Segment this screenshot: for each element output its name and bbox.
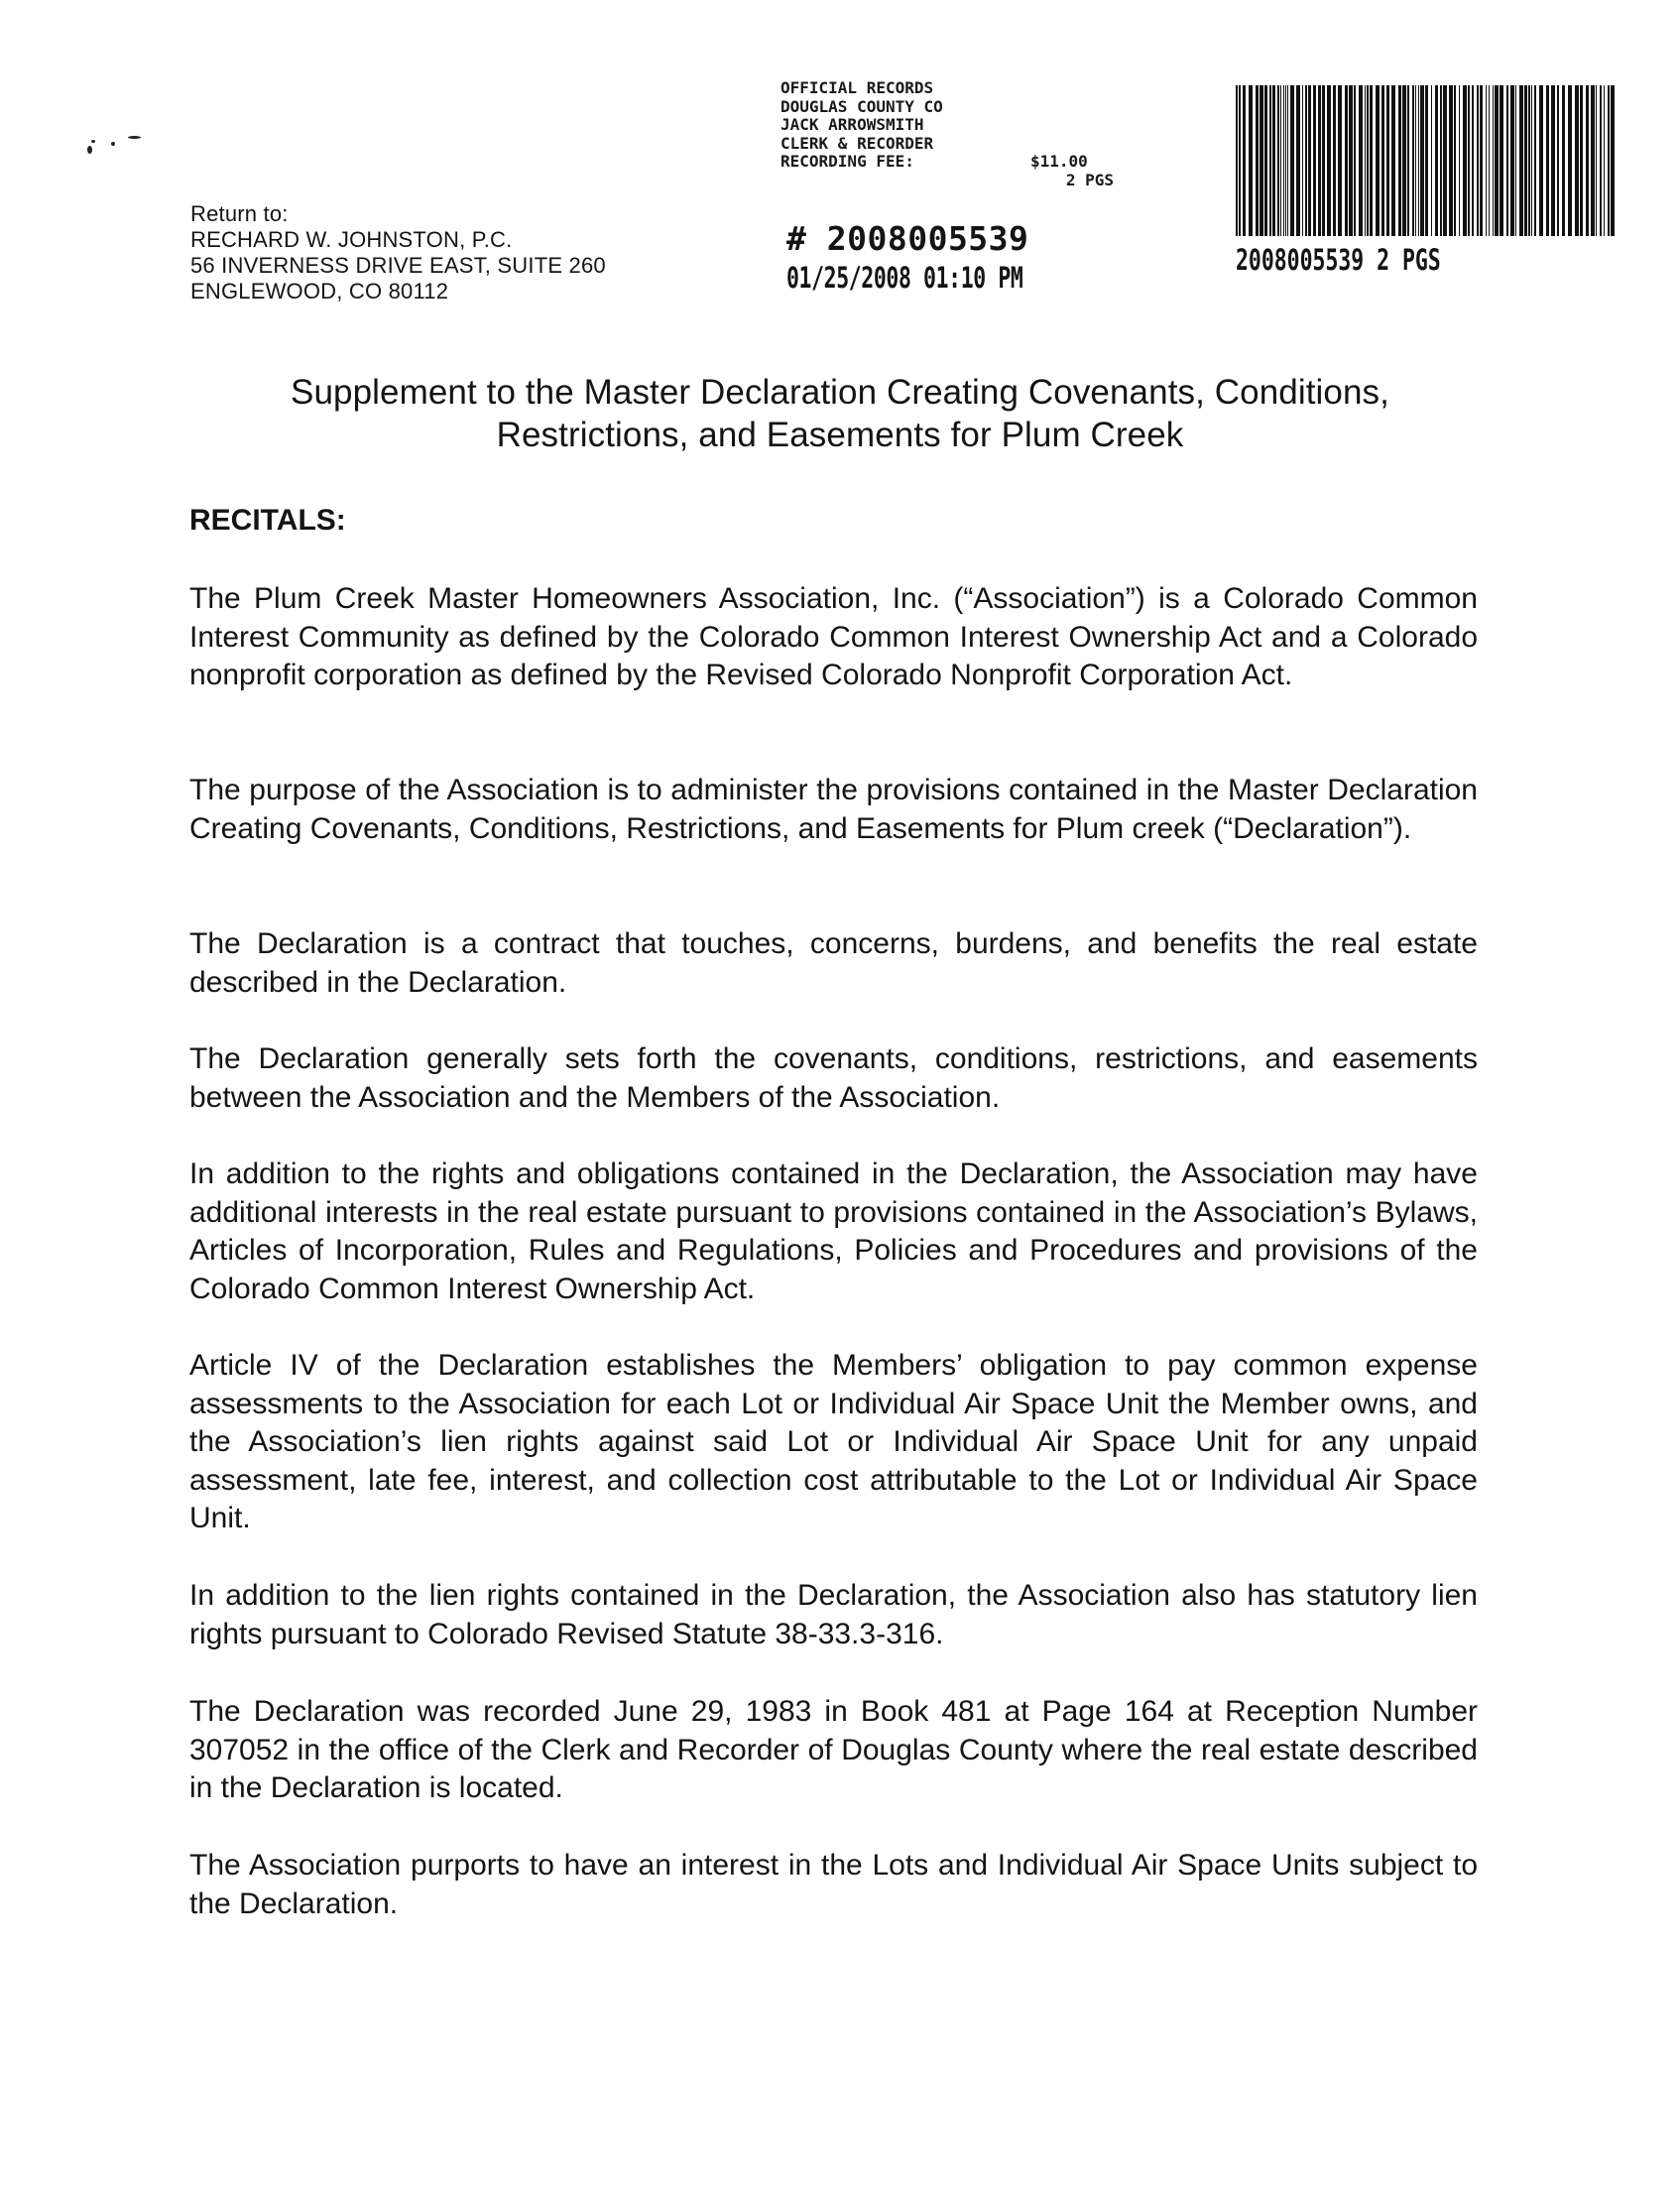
barcode xyxy=(1236,85,1617,236)
stamp-line: DOUGLAS COUNTY CO xyxy=(780,96,943,116)
official-records-stamp xyxy=(780,79,1128,189)
barcode-bar xyxy=(1425,85,1428,236)
barcode-bar xyxy=(1562,85,1565,236)
barcode-bar xyxy=(1596,85,1597,236)
barcode-bar xyxy=(1495,85,1499,236)
barcode-bar xyxy=(1575,85,1579,236)
barcode-bar xyxy=(1243,85,1246,236)
barcode-bar xyxy=(1256,85,1259,236)
barcode-bar xyxy=(1463,85,1467,236)
barcode-bar xyxy=(1611,85,1615,236)
barcode-bar xyxy=(1277,85,1279,236)
barcode-bar xyxy=(1449,85,1453,236)
barcode-bar xyxy=(1318,85,1321,236)
recording-fee-row xyxy=(780,153,1128,172)
barcode-bar xyxy=(1546,85,1549,236)
barcode-bar xyxy=(1376,85,1380,236)
recital-paragraph: The Association purports to have an interest in the Lots and Individual Air Space Units subject to the Declaration. xyxy=(189,1849,1478,1920)
return-address-line: RECHARD W. JOHNSTON, P.C. xyxy=(190,227,513,252)
reception-number: # 2008005539 xyxy=(786,219,1029,258)
barcode-bar xyxy=(1338,85,1342,236)
barcode-bar xyxy=(1435,85,1438,236)
barcode-bar xyxy=(1420,85,1424,236)
barcode-bar xyxy=(1480,85,1483,236)
title-line: Supplement to the Master Declaration Creating Covenants, Conditions, xyxy=(291,373,1389,412)
barcode-bar xyxy=(1322,85,1325,236)
barcode-bar xyxy=(1249,85,1253,236)
barcode-bar xyxy=(1296,85,1300,236)
barcode-bar xyxy=(1440,85,1442,236)
barcode-bar xyxy=(1391,85,1395,236)
recital-paragraph: The Declaration was recorded June 29, 1983 in Book 481 at Page 164 at Reception Number 307052 in the office of the Clerk and Recorder of Douglas County where the real estate described in the Declaration is located. xyxy=(189,1695,1478,1804)
barcode-bar xyxy=(1333,85,1336,236)
barcode-bar xyxy=(1493,85,1494,236)
barcode-bar xyxy=(1283,85,1284,236)
return-to-label: Return to: xyxy=(190,201,289,226)
barcode-bar xyxy=(1468,85,1470,236)
barcode-bar xyxy=(1264,85,1267,236)
recital-paragraph: The Declaration generally sets forth the covenants, conditions, restrictions, and easements between the Association and the Members of the Association. xyxy=(189,1042,1478,1114)
barcode-bar xyxy=(1407,85,1409,236)
barcode-bar xyxy=(1500,85,1503,236)
barcode-bar xyxy=(1370,85,1373,236)
barcode-bar xyxy=(1412,85,1414,236)
recording-datetime: 01/25/2008 01:10 PM xyxy=(786,261,1023,295)
stamp-line: JACK ARROWSMITH xyxy=(780,115,924,134)
barcode-bar xyxy=(1398,85,1401,236)
barcode-bar xyxy=(1528,85,1530,236)
barcode-bar xyxy=(1568,85,1572,236)
barcode-bar xyxy=(1349,85,1353,236)
barcode-bar xyxy=(1472,85,1474,236)
return-address-line: 56 INVERNESS DRIVE EAST, SUITE 260 xyxy=(190,253,606,278)
barcode-bar xyxy=(1510,85,1514,236)
barcode-bar xyxy=(1386,85,1389,236)
barcode-bar xyxy=(1586,85,1589,236)
barcode-bar xyxy=(1539,85,1543,236)
recital-paragraph: In addition to the lien rights contained in the Declaration, the Association also has statutory lien rights pursuant to Colorado Revised Statute 38-33.3-316. xyxy=(189,1579,1478,1650)
recital-paragraph: In addition to the rights and obligations contained in the Declaration, the Association may have additional interests in the real estate pursuant to provisions contained in the Association’s Bylaws, Articles of Incorporation, Rules and Regulations, Policies and Procedures and provisions of the Colorado Common Interest Ownership Act. xyxy=(189,1157,1478,1305)
barcode-bar xyxy=(1551,85,1555,236)
barcode-bar xyxy=(1454,85,1456,236)
barcode-bar xyxy=(1354,85,1356,236)
barcode-bar xyxy=(1443,85,1447,236)
barcode-bar xyxy=(1519,85,1523,236)
barcode-bar xyxy=(1236,85,1238,236)
barcode-bar xyxy=(1359,85,1363,236)
barcode-bar xyxy=(1367,85,1369,236)
recital-paragraph: The purpose of the Association is to administer the provisions contained in the Master Declaration Creating Covenants, Conditions, Restrictions, and Easements for Plum creek (“Declaration”). xyxy=(189,774,1478,845)
return-address-line: ENGLEWOOD, CO 80112 xyxy=(190,279,449,304)
barcode-bar xyxy=(1313,85,1316,236)
barcode-bar xyxy=(1302,85,1303,236)
recording-fee-label: RECORDING FEE: xyxy=(780,152,914,171)
recital-paragraph: The Plum Creek Master Homeowners Association, Inc. (“Association”) is a Colorado Common Interest Community as defined by the Colorado Common Interest Ownership Act and a Colorado nonprofit corporation as defined by the Revised Colorado Nonprofit Corporation Act. xyxy=(189,582,1478,691)
barcode-bar xyxy=(1345,85,1348,236)
barcode-bar xyxy=(1287,85,1288,236)
barcode-bar xyxy=(1239,85,1241,236)
barcode-bar xyxy=(1531,85,1532,236)
barcode-bar xyxy=(1608,85,1610,236)
barcode-bar xyxy=(1534,85,1536,236)
barcode-bar xyxy=(1365,85,1366,236)
stamp-line: CLERK & RECORDER xyxy=(780,133,934,153)
barcode-bar xyxy=(1290,85,1294,236)
barcode-bar xyxy=(1272,85,1275,236)
barcode-bar xyxy=(1591,85,1595,236)
barcode-bar xyxy=(1285,85,1286,236)
recording-fee-amount: $11.00 xyxy=(1030,152,1088,171)
barcode-bar xyxy=(1506,85,1508,236)
barcode-bar xyxy=(1305,85,1307,236)
return-address-block xyxy=(190,201,606,304)
barcode-bar xyxy=(1477,85,1479,236)
page-count: 2 PGS xyxy=(1065,170,1114,189)
barcode-bar xyxy=(1489,85,1490,236)
barcode-bar xyxy=(1459,85,1460,236)
barcode-bar xyxy=(1604,85,1605,236)
recitals-heading: RECITALS: xyxy=(189,504,346,537)
barcode-bar xyxy=(1580,85,1583,236)
barcode-bar xyxy=(1524,85,1527,236)
barcode-bar xyxy=(1381,85,1384,236)
barcode-bar xyxy=(1280,85,1281,236)
barcode-bar xyxy=(1600,85,1602,236)
barcode-bar xyxy=(1415,85,1416,236)
barcode-bar xyxy=(1418,85,1419,236)
barcode-bar xyxy=(1308,85,1311,236)
barcode-bar xyxy=(1260,85,1263,236)
recital-paragraph: Article IV of the Declaration establishes the Members’ obligation to pay common expense assessments to the Association for each Lot or Individual Air Space Unit the Member owns, and the Association’s lien rights against said Lot or Individual Air Space Unit for any unpaid assessment, late fee, interest, and collection cost attributable to the Lot or Individual Air Space Unit. xyxy=(189,1349,1478,1534)
barcode-caption: 2008005539 2 PGS xyxy=(1236,243,1441,277)
barcode-bar xyxy=(1557,85,1559,236)
barcode-bar xyxy=(1486,85,1487,236)
document-title xyxy=(149,371,1531,456)
barcode-bar xyxy=(1402,85,1406,236)
barcode-bar xyxy=(1327,85,1331,236)
scan-specks xyxy=(85,134,204,164)
barcode-bar xyxy=(1269,85,1271,236)
recital-paragraph: The Declaration is a contract that touches, concerns, burdens, and benefits the real estate described in the Declaration. xyxy=(189,927,1478,999)
barcode-bar xyxy=(1515,85,1516,236)
stamp-line: OFFICIAL RECORDS xyxy=(780,78,934,97)
title-line: Restrictions, and Easements for Plum Creek xyxy=(496,416,1184,454)
barcode-bar xyxy=(1431,85,1432,236)
